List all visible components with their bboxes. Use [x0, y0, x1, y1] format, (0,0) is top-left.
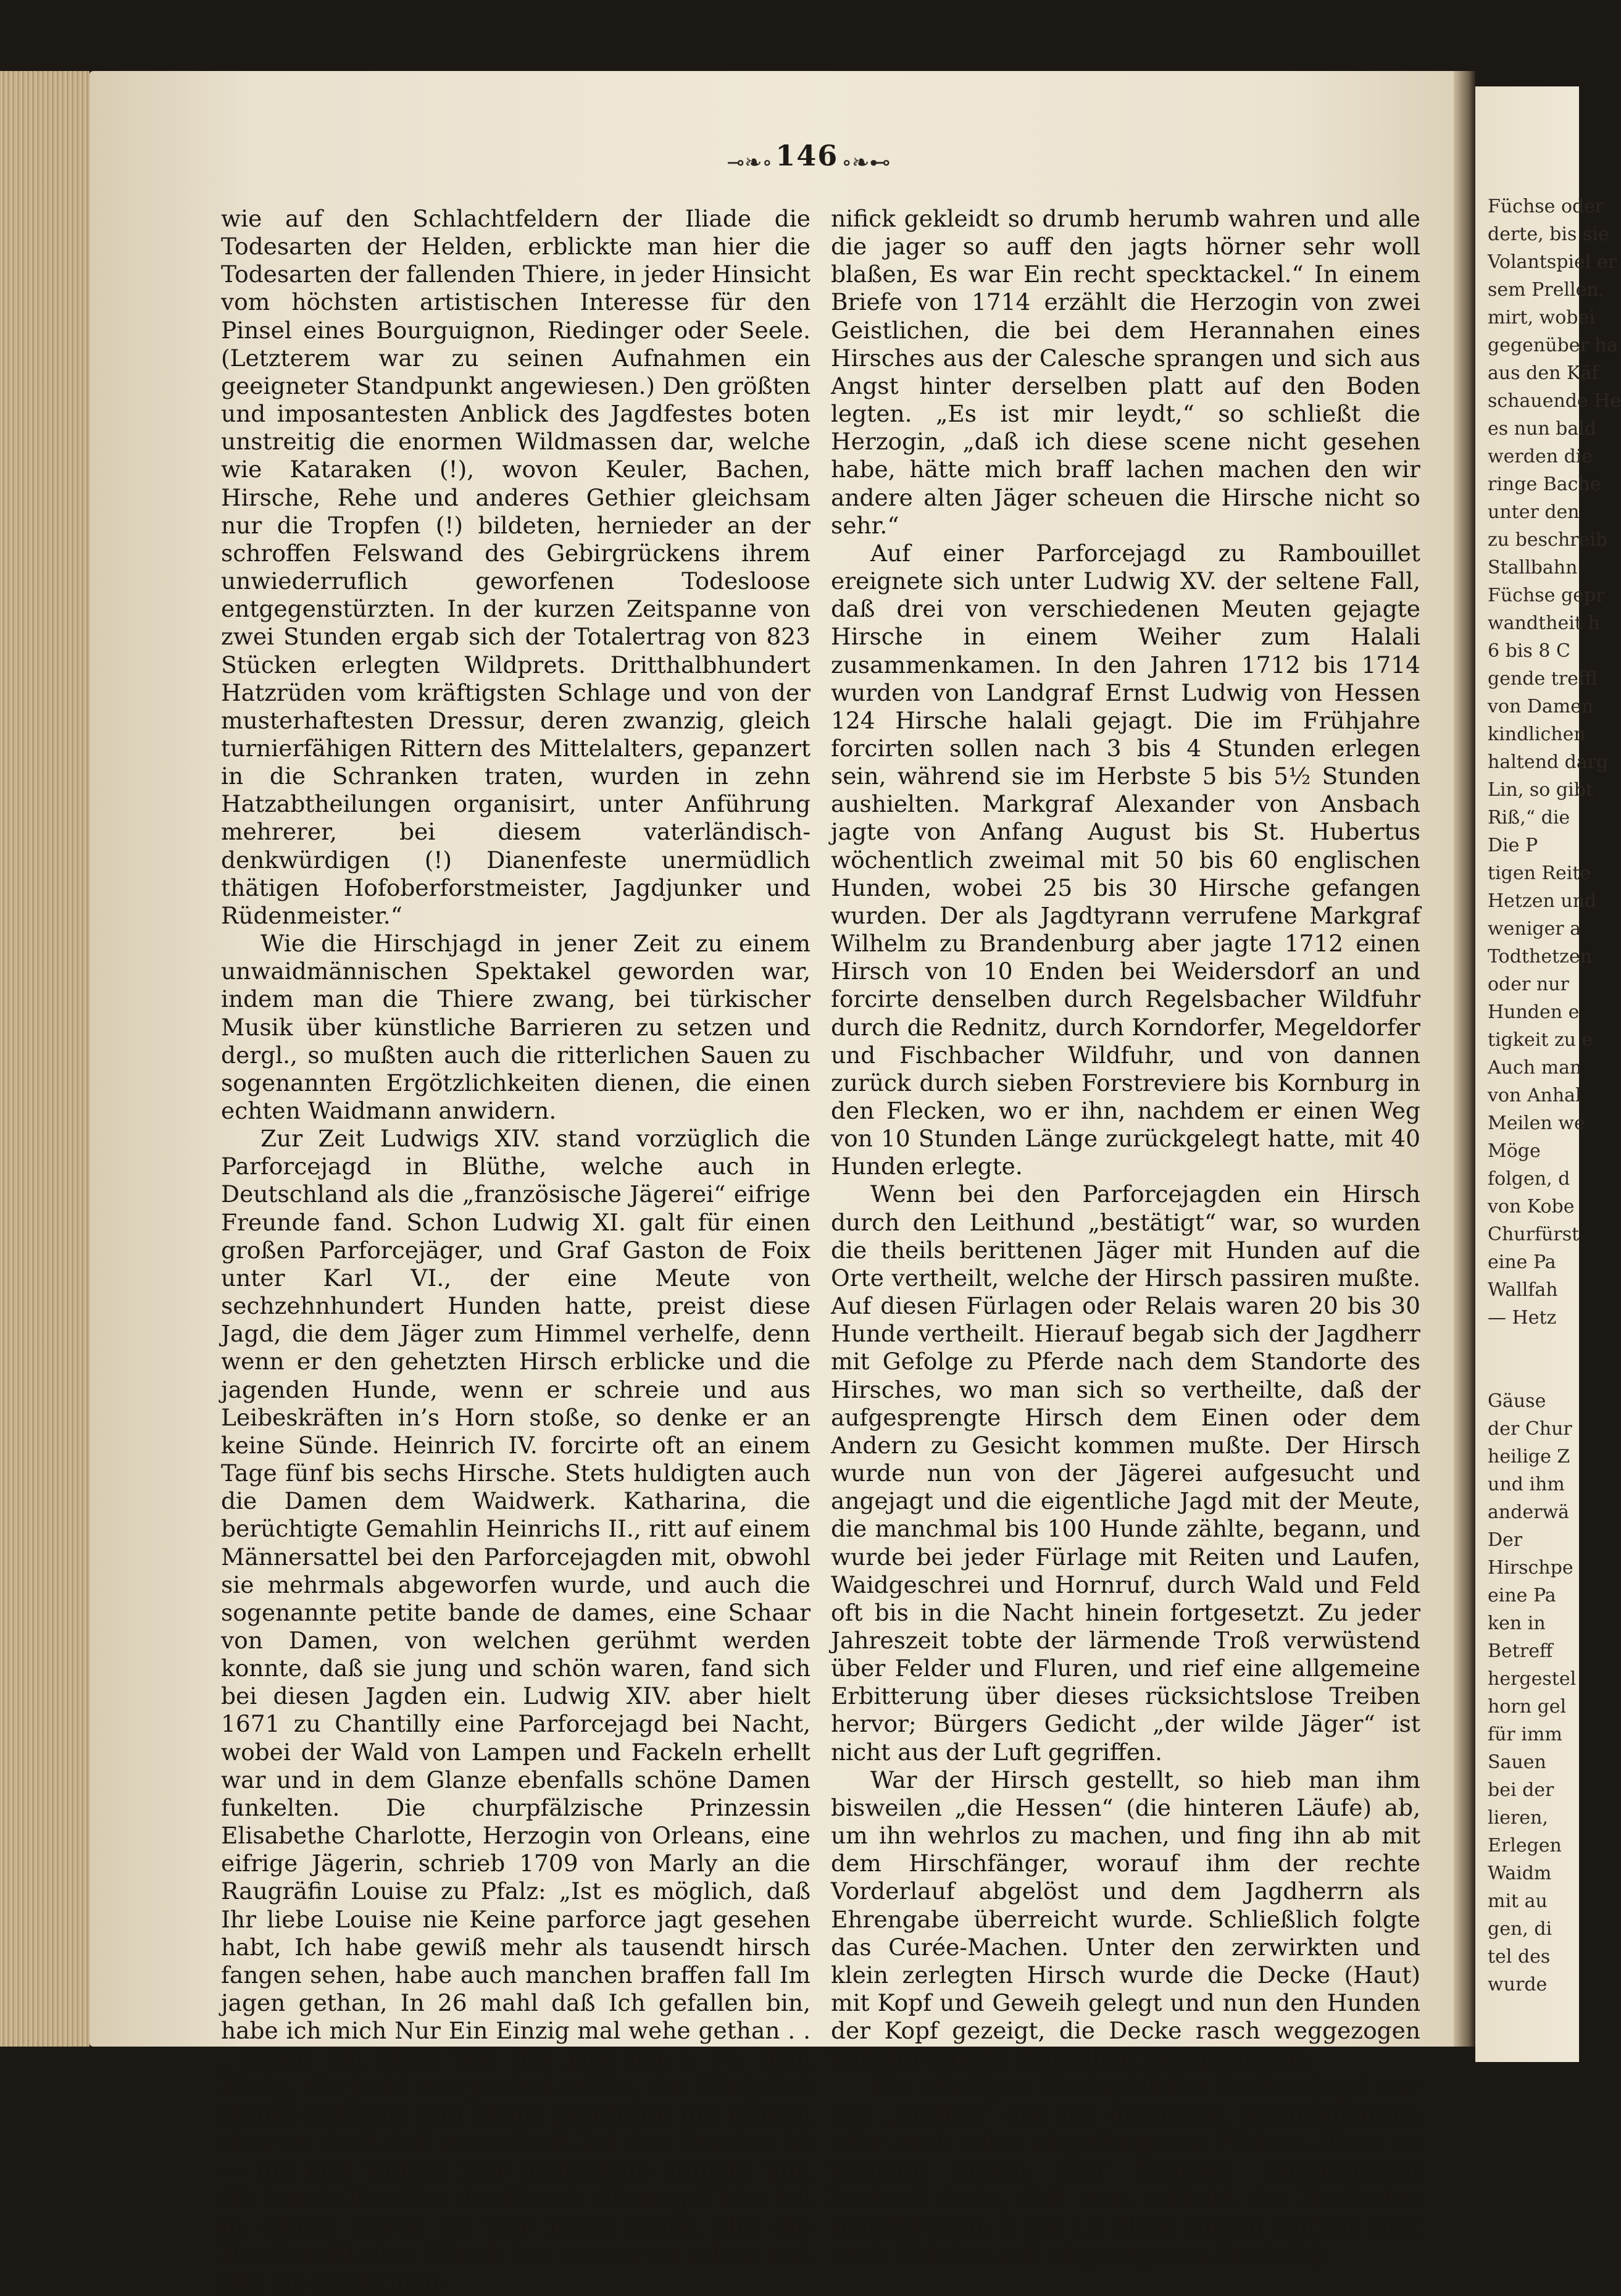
- next-page-line: für imm: [1488, 1724, 1562, 1745]
- next-page-line: mit au: [1488, 1890, 1548, 1912]
- next-page-line: gen, di: [1488, 1918, 1552, 1940]
- ornament-left: ⊸❧∘: [727, 150, 773, 175]
- next-page-line: Waidm: [1488, 1863, 1552, 1884]
- next-page-line: Betreff: [1488, 1640, 1553, 1662]
- next-page-line: von Anhal: [1488, 1085, 1581, 1106]
- next-page-line: Hunden e: [1488, 1001, 1580, 1023]
- paragraph: nifick gekleidt so drumb herumb wahren und alle die jager so auff den jagts hörner sehr woll blaßen, Es war Ein recht specktackel.“ In einem Briefe von 1714 erzählt die Herzogin von zwei Geistlichen, die bei dem Herannahen eines Hirsches aus der Calesche sprangen und sich aus Angst hinter derselben platt auf den Boden legten. „Es ist mir leydt,“ so schließt die Herzogin, „daß ich diese scene nicht gesehen habe, hätte mich braff lachen machen den wir andere alten Jäger scheuen die Hirsche nicht so sehr.“: [831, 205, 1420, 539]
- next-page-line: werden die: [1488, 446, 1593, 467]
- next-page-line: oder nur: [1488, 974, 1569, 995]
- next-page-text: [1475, 86, 1621, 1998]
- paragraph: Wie die Hirschjagd in jener Zeit zu einem unwaidmännischen Spektakel geworden war, indem man die Thiere zwang, bei türkischer Musik über künstliche Barrieren zu setzen und dergl., so mußten auch die ritterlichen Sauen zu sogenannten Ergötzlichkeiten dienen, die einen echten Waidmann anwidern.: [221, 930, 810, 1124]
- next-page-line: Stallbahn: [1488, 557, 1578, 578]
- next-page-line: sem Prellen.: [1488, 279, 1605, 301]
- next-page-line: tigen Reite: [1488, 862, 1591, 884]
- paragraph: Zur Zeit Ludwigs XIV. stand vorzüglich die Parforcejagd in Blüthe, welche auch in Deutschland als die „französische Jägerei“ eifrige Freunde fand. Schon Ludwig XI. galt für einen großen Parforcejäger, und Graf Gaston de Foix unter Karl VI., der eine Meute von sechzehnhundert Hunden hatte, preist diese Jagd, die dem Jäger zum Himmel verhelfe, denn wenn er den gehetzten Hirsch erblicke und die jagenden Hunde, wenn er schreie und aus Leibeskräften in’s Horn stoße, so denke er an keine Sünde. Heinrich IV. forcirte oft an einem Tage fünf bis sechs Hirsche. Stets huldigten auch die Damen dem Waidwerk. Katharina, die berüchtigte Gemahlin Heinrichs II., ritt auf einem Männersattel bei den Parforcejagden mit, obwohl sie mehrmals abgeworfen wurde, und auch die sogenannte petite bande de dames, eine Schaar von Damen, von welchen gerühmt werden konnte, daß sie jung und schön waren, fand sich bei diesen Jagden ein. Ludwig XIV. aber hielt 1671 zu Chantilly eine Parforcejagd bei Nacht, wobei der Wald von Lampen und Fackeln erhellt war und in dem Glanze ebenfalls schöne Damen funkelten. Die churpfälzische Prinzessin Elisabethe Charlotte, Herzogin von Orleans, eine eifrige Jägerin, schrieb 1709 von Marly an die Raugräfin Louise zu Pfalz: „Ist es möglich, daß Ihr liebe Louise nie Keine parforce jagt gesehen habt, Ich habe gewiß mehr als tausendt hirsch fangen sehen, habe auch manchen braffen fall Im jagen gethan, In 26 mahl daß Ich gefallen bin, habe ich mich Nur Ein Einzig mal wehe gethan . . . Kame Ich Eben Von der jagt mit I. M. dem König, die jacht war perfect schön, der König hat kleine Calesche und kleine pferdtger, die rennen aber so stark daß man allzeit bei den Hunden ist — die jagt wehrte Nur anderthalb stundte und die hunde Ersoffen den hirsch allernegst hier bei in einem weyer, es war recht schön alle die Hunde mitt dem Hirsch Ins wasser zu sehen und alle die leutte mag-: [221, 1125, 810, 2295]
- paragraph: Auf einer Parforcejagd zu Rambouillet ereignete sich unter Ludwig XV. der seltene Fall, daß drei von verschiedenen Meuten gejagte Hirsche in einem Weiher zum Halali zusammenkamen. In den Jahren 1712 bis 1714 wurden von Landgraf Ernst Ludwig von Hessen 124 Hirsche halali gejagt. Die im Frühjahre forcirten sollen nach 3 bis 4 Stunden erlegen sein, während sie im Herbste 5 bis 5½ Stunden aushielten. Markgraf Alexander von Ansbach jagte von Anfang August bis St. Hubertus wöchentlich zweimal mit 50 bis 60 englischen Hunden, wobei 25 bis 30 Hirsche gefangen wurden. Der als Jagdtyrann verrufene Markgraf Wilhelm zu Brandenburg aber jagte 1712 einen Hirsch von 10 Enden bei Weidersdorf an und forcirte denselben durch Regelsbacher Wildfuhr durch die Rednitz, durch Korndorfer, Megeldorfer und Fischbacher Wildfuhr, und von dannen zurück durch sieben Forstreviere bis Kornburg in den Flecken, wo er ihn, nachdem er einen Weg von 10 Stunden Länge zurückgelegt hatte, mit 40 Hunden erlegte.: [831, 539, 1420, 1180]
- next-page-line: mirt, wobei: [1488, 307, 1595, 328]
- next-page-line: kindlichen: [1488, 724, 1586, 745]
- next-page-line: es nun bald: [1488, 418, 1597, 440]
- next-page-line: heilige Z: [1488, 1446, 1570, 1467]
- next-page-line: von Kobe: [1488, 1196, 1575, 1217]
- next-page-line: — Hetz: [1488, 1307, 1557, 1329]
- next-page-line: wurde: [1488, 1974, 1548, 1995]
- next-page-line: anderwä: [1488, 1501, 1570, 1523]
- next-page-line: Lin, so gibt: [1488, 779, 1593, 801]
- next-page-line: Hetzen und: [1488, 890, 1597, 912]
- next-page-line: Wallfah: [1488, 1279, 1558, 1301]
- next-page-line: Hirschpe: [1488, 1557, 1573, 1579]
- next-page-line: und ihm: [1488, 1474, 1565, 1495]
- next-page-line: [1475, 1332, 1579, 1359]
- next-page-edge: [1475, 86, 1621, 2062]
- next-page-line: aus den Käf: [1488, 362, 1599, 384]
- next-page-line: Riß,“ die: [1488, 807, 1570, 829]
- next-page-line: Die P: [1488, 835, 1538, 856]
- next-page-line: 6 bis 8 C: [1488, 640, 1570, 662]
- next-page-line: gegenüber ha: [1488, 335, 1618, 356]
- paragraph: War der Hirsch gestellt, so hieb man ihm bisweilen „die Hessen“ (die hinteren Läufe) ab, um ihn wehrlos zu machen, und fing ihn ab mit dem Hirschfänger, worauf ihm der rechte Vorderlauf abgelöst und dem Jagdherrn als Ehrengabe überreicht wurde. Schließlich folgte das Curée-Machen. Unter den zerwirkten und klein zerlegten Hirsch wurde die Decke (Haut) mit Kopf und Geweih gelegt und nun den Hunden der Kopf gezeigt, die Decke rasch weggezogen und der Hirsch denselben preisgegeben.: [831, 1766, 1420, 2073]
- next-page-line: zu beschreib: [1488, 529, 1608, 551]
- next-page-line: ringe Bache: [1488, 474, 1601, 495]
- next-page-line: Auch man: [1488, 1057, 1582, 1079]
- next-page-line: Sauen: [1488, 1751, 1546, 1773]
- next-page-line: Gäuse: [1488, 1390, 1546, 1412]
- next-page-line: [1475, 1359, 1579, 1387]
- next-page-line: ken in: [1488, 1613, 1546, 1634]
- next-page-line: wandtheit h: [1488, 612, 1600, 634]
- next-page-line: Churfürst: [1488, 1224, 1580, 1245]
- next-page-line: Erlegen: [1488, 1835, 1562, 1856]
- next-page-line: gende treffl: [1488, 668, 1598, 690]
- page-number: 146: [775, 139, 839, 172]
- ornament-right: ∘❧⊷: [841, 150, 891, 175]
- paragraph: Ein würdiges Nachspiel der Parforcejagd war das „Prellen“ der bei derselben gelegenheitlich oder auch extra eingefangenen Füchse. Diese an üppigen Höfen sehr beliebte Unterhaltung bestand darin, daß man mittelst der Prellnetze (handbreiten, 9 bis 10 Ellen langen Gurten oder auch Stricken mit eingezogenen Knebeln): [831, 2073, 1420, 2268]
- next-page-line: Meilen we: [1488, 1113, 1585, 1134]
- next-page-line: weniger a: [1488, 918, 1581, 940]
- next-page-line: folgen, d: [1488, 1168, 1570, 1190]
- book-gutter: [1454, 71, 1475, 2047]
- next-page-line: bei der: [1488, 1779, 1554, 1801]
- next-page-line: haltend darg: [1488, 751, 1609, 773]
- next-page-line: tel des: [1488, 1946, 1551, 1968]
- next-page-line: von Damen: [1488, 696, 1594, 717]
- next-page-line: Möge: [1488, 1140, 1541, 1162]
- next-page-line: Füchse oder: [1488, 196, 1604, 217]
- next-page-line: lieren,: [1488, 1807, 1548, 1829]
- right-column: [831, 205, 1420, 2268]
- next-page-line: Volantspiel er: [1488, 251, 1617, 273]
- next-page-line: tigkeit zu e: [1488, 1029, 1593, 1051]
- next-page-line: hergestel: [1488, 1668, 1577, 1690]
- next-page-line: derte, bis sie: [1488, 223, 1609, 245]
- paragraph: Wenn bei den Parforcejagden ein Hirsch durch den Leithund „bestätigt“ war, so wurden die theils berittenen Jäger mit Hunden auf die Orte vertheilt, welche der Hirsch passiren mußte. Auf diesen Fürlagen oder Relais waren 20 bis 30 Hunde vertheilt. Hierauf begab sich der Jagdherr mit Gefolge zu Pferde nach dem Standorte des Hirsches, wo man sich so vertheilte, daß der aufgesprengte Hirsch dem Einen oder dem Andern zu Gesicht kommen mußte. Der Hirsch wurde nun von der Jägerei aufgesucht und angejagt und die eigentliche Jagd mit der Meute, die manchmal bis 100 Hunde zählte, begann, und wurde bei jeder Fürlage mit Reiten und Laufen, Waidgeschrei und Hornruf, durch Wald und Feld oft bis in die Nacht hinein fortgesetzt. Zu jeder Jahreszeit tobte der lärmende Troß verwüstend über Felder und Fluren, und rief eine allgemeine Erbitterung über dieses rücksichtslose Treiben hervor; Bürgers Gedicht „der wilde Jäger“ ist nicht aus der Luft gegriffen.: [831, 1180, 1420, 1766]
- next-page-line: Todthetzen: [1488, 946, 1593, 967]
- next-page-line: eine Pa: [1488, 1585, 1556, 1606]
- next-page-line: Der: [1488, 1529, 1523, 1551]
- next-page-line: horn gel: [1488, 1696, 1567, 1718]
- next-page-line: schauende He: [1488, 390, 1621, 412]
- next-page-line: unter den: [1488, 501, 1580, 523]
- next-page-line: Füchse gepr: [1488, 585, 1605, 606]
- page-header: [691, 139, 926, 176]
- next-page-line: der Chur: [1488, 1418, 1572, 1440]
- left-column: [221, 205, 810, 2296]
- page-edges-left: [0, 71, 90, 2047]
- next-page-line: eine Pa: [1488, 1251, 1556, 1273]
- paragraph: wie auf den Schlachtfeldern der Iliade die Todesarten der Helden, erblickte man hier die Todesarten der fallenden Thiere, in jeder Hinsicht vom höchsten artistischen Interesse für den Pinsel eines Bourguignon, Riedinger oder Seele. (Letzterem war zu seinen Aufnahmen ein geeigneter Standpunkt angewiesen.) Den größten und imposantesten Anblick des Jagdfestes boten unstreitig die enormen Wildmassen dar, welche wie Kataraken (!), wovon Keuler, Bachen, Hirsche, Rehe und anderes Gethier gleichsam nur die Tropfen (!) bildeten, hernieder an der schroffen Felswand des Gebirgrückens ihrem unwiederruflich geworfenen Todesloose entgegenstürzten. In der kurzen Zeitspanne von zwei Stunden ergab sich der Totalertrag von 823 Stücken erlegten Wildprets. Dritthalbhundert Hatzrüden vom kräftigsten Schlage und von der musterhaftesten Dressur, deren zwanzig, gleich turnierfähigen Rittern des Mittelalters, gepanzert in die Schranken traten, wurden in zehn Hatzabtheilungen organisirt, unter Anführung mehrerer, bei diesem vaterländisch-denkwürdigen (!) Dianenfeste unermüdlich thätigen Hofoberforstmeister, Jagdjunker und Rüdenmeister.“: [221, 205, 810, 929]
